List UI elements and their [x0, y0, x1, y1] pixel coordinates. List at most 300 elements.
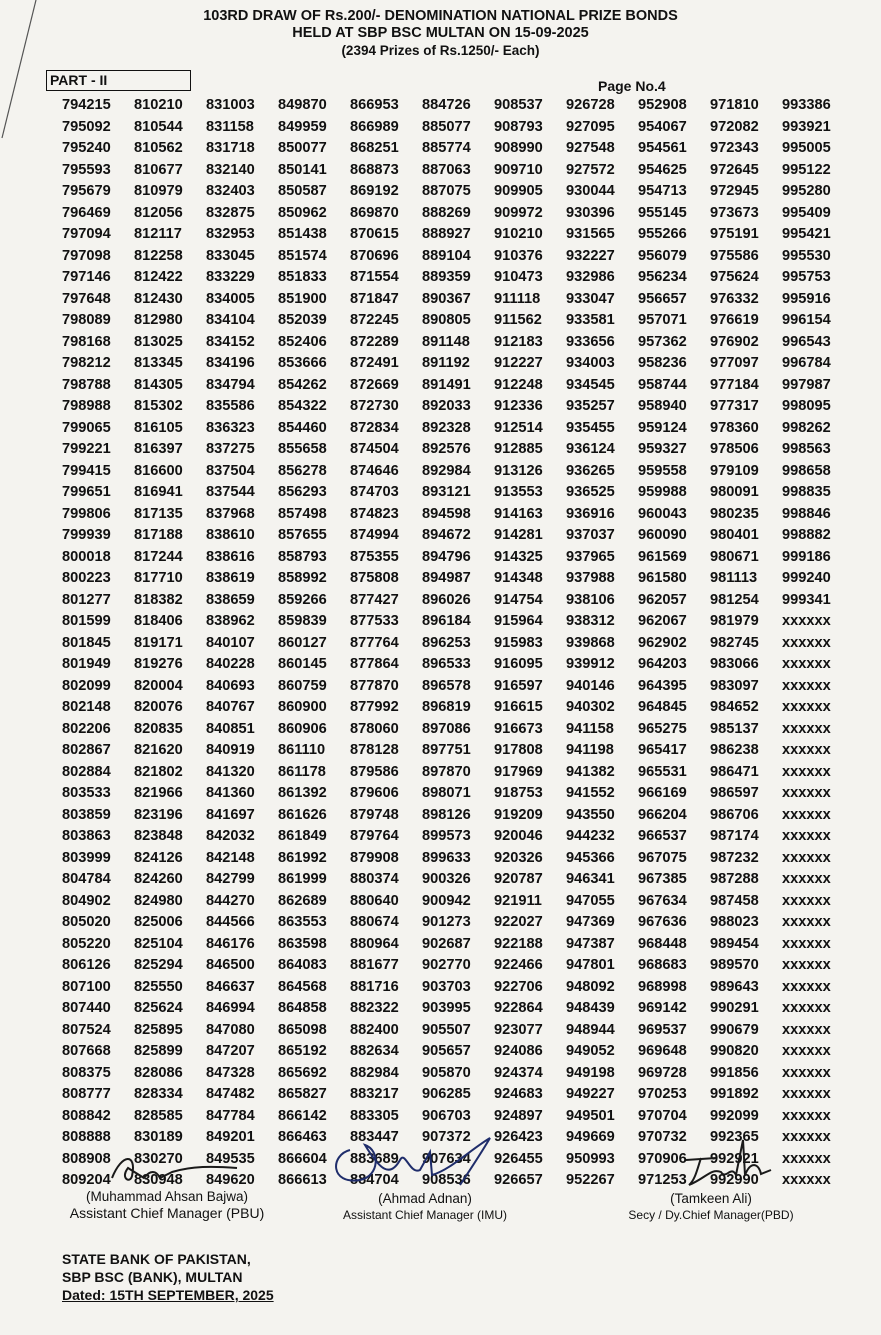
prize-bond-number: 970906	[638, 1150, 687, 1167]
prize-bond-number: 897751	[422, 742, 471, 758]
prize-bond-number: 809204	[62, 1172, 111, 1188]
prize-bond-number: 956234	[638, 269, 687, 285]
prize-bond-number: 856278	[278, 462, 327, 479]
prize-bond-number: 879908	[350, 849, 399, 866]
prize-bond-number: 948092	[566, 978, 615, 995]
prize-bond-number: 991856	[710, 1064, 759, 1081]
prize-bond-number: 802148	[62, 699, 111, 715]
prize-bond-number: 920326	[494, 849, 543, 866]
prize-bond-number: 996154	[782, 312, 831, 328]
prize-bond-number: 877864	[350, 656, 399, 672]
prize-bond-number: 927548	[566, 140, 615, 156]
prize-bond-number: 969537	[638, 1021, 687, 1038]
prize-bond-number: 998563	[782, 441, 831, 457]
prize-bond-number: 978360	[710, 419, 759, 436]
prize-bond-number: 902770	[422, 957, 471, 973]
prize-bond-number: 885774	[422, 140, 471, 156]
table-row	[62, 826, 854, 848]
prize-bond-number: 838616	[206, 548, 255, 565]
prize-bond-number: 882634	[350, 1043, 399, 1059]
prize-bond-number: 877533	[350, 613, 399, 629]
prize-bond-number: 884704	[350, 1172, 399, 1188]
prize-bond-number: 836323	[206, 419, 255, 436]
prize-bond-number: 936124	[566, 441, 615, 457]
table-row	[62, 912, 854, 934]
footer-branch: SBP BSC (BANK), MULTAN	[62, 1269, 243, 1285]
prize-bond-number: 842799	[206, 871, 255, 887]
prize-bond-number: 975586	[710, 247, 759, 264]
prize-bond-number: 866604	[278, 1150, 327, 1167]
signature-block-1	[52, 1148, 282, 1222]
prize-bond-number: 960043	[638, 505, 687, 522]
prize-bond-number: 916615	[494, 699, 543, 715]
prize-bond-number: 840919	[206, 742, 255, 758]
prize-bond-number: 865098	[278, 1021, 327, 1038]
prize-bond-number: 881716	[350, 978, 399, 995]
prize-bond-number: 968683	[638, 957, 687, 973]
prize-bond-number: 879748	[350, 806, 399, 823]
prize-bond-number: 872669	[350, 376, 399, 393]
prize-bond-number: 992365	[710, 1129, 759, 1145]
table-row	[62, 977, 854, 999]
prize-bond-number: 957071	[638, 312, 687, 328]
prize-bond-number: 948944	[566, 1021, 615, 1038]
prize-bond-number: 825899	[134, 1043, 183, 1059]
prize-bond-number: 850077	[278, 140, 327, 156]
prize-bond-number: 927572	[566, 161, 615, 178]
prize-bond-number: 983097	[710, 677, 759, 694]
prize-bond-number: 912248	[494, 376, 543, 393]
prize-bond-number: 995753	[782, 269, 831, 285]
prize-bond-number: 983066	[710, 656, 759, 672]
prize-bond-number: 838619	[206, 570, 255, 586]
prize-bond-number: 989454	[710, 935, 759, 952]
prize-bond-number: 909710	[494, 161, 543, 178]
prize-bond-number: 999240	[782, 570, 831, 586]
prize-bond-number: 885077	[422, 118, 471, 135]
prize-bond-number: 833229	[206, 269, 255, 285]
prize-bond-number: 965531	[638, 763, 687, 780]
prize-bond-number: 940302	[566, 699, 615, 715]
prize-bond-number: 894672	[422, 527, 471, 543]
prize-bond-number: 894598	[422, 505, 471, 522]
prize-bond-number: 824260	[134, 871, 183, 887]
prize-bond-number: xxxxxx	[782, 957, 831, 973]
prize-bond-number: 955145	[638, 204, 687, 221]
prize-bond-number: xxxxxx	[782, 677, 831, 694]
prize-bond-number: 897086	[422, 720, 471, 737]
prize-bond-number: 868251	[350, 140, 399, 156]
prize-bond-number: 957362	[638, 333, 687, 350]
prize-bond-number: 911562	[494, 312, 542, 328]
prize-bond-number: 851574	[278, 247, 327, 264]
prize-bond-number: 821620	[134, 742, 183, 758]
prize-bond-number: 802206	[62, 720, 111, 737]
prize-bond-number: 926423	[494, 1129, 543, 1145]
prize-bond-number: 837968	[206, 505, 255, 522]
prize-bond-number: 830270	[134, 1150, 183, 1167]
prize-bond-number: 880674	[350, 914, 399, 930]
prize-bond-number: 906703	[422, 1107, 471, 1124]
part-label: PART - II	[50, 72, 108, 88]
prize-bond-number: 987458	[710, 892, 759, 909]
prize-bond-number: 812117	[134, 226, 182, 242]
prize-bond-number: 887063	[422, 161, 471, 178]
prize-bond-number: 924683	[494, 1086, 543, 1102]
prize-bond-number: 900326	[422, 871, 471, 887]
table-row	[62, 633, 854, 655]
prize-bond-number: 817135	[134, 505, 183, 522]
prize-bond-number: 799415	[62, 462, 111, 479]
prize-bond-number: 891148	[422, 333, 470, 350]
prize-bond-number: 828086	[134, 1064, 183, 1081]
prize-bond-number: 896578	[422, 677, 471, 694]
prize-bond-number: 813025	[134, 333, 183, 350]
prize-bond-number: 972343	[710, 140, 759, 156]
prize-bond-number: 874504	[350, 441, 399, 457]
prize-bond-number: 979109	[710, 462, 759, 479]
prize-bond-number: 816105	[134, 419, 183, 436]
prize-bond-number: 866989	[350, 118, 399, 135]
prize-bond-number: 891192	[422, 355, 470, 371]
prize-bond-number: 901273	[422, 914, 471, 930]
prize-bond-number: 803859	[62, 806, 111, 823]
prize-bond-number: 841360	[206, 785, 255, 801]
prize-bond-number: 990820	[710, 1043, 759, 1059]
prize-bond-number: 795593	[62, 161, 111, 178]
prize-bond-number: 940146	[566, 677, 615, 694]
prize-bond-number: 851438	[278, 226, 327, 242]
prize-bond-number: 857655	[278, 527, 327, 543]
table-row	[62, 310, 854, 332]
prize-bond-number: xxxxxx	[782, 935, 831, 952]
prize-bond-number: 995916	[782, 290, 831, 307]
prize-bond-number: 906285	[422, 1086, 471, 1102]
prize-bond-number: xxxxxx	[782, 699, 831, 715]
prize-bond-number: 919209	[494, 806, 543, 823]
prize-bond-number: 966204	[638, 806, 687, 823]
prize-bond-number: 856293	[278, 484, 327, 500]
table-row	[62, 1106, 854, 1128]
prize-bond-number: 861999	[278, 871, 327, 887]
prize-bond-number: 803863	[62, 828, 111, 844]
prize-bond-number: 802867	[62, 742, 111, 758]
prize-bond-number: 812422	[134, 269, 183, 285]
prize-bond-number: 808777	[62, 1086, 111, 1102]
prize-bond-number: 916095	[494, 656, 543, 672]
prize-bond-number: 808842	[62, 1107, 111, 1124]
prize-bond-number: 870696	[350, 247, 399, 264]
prize-bond-number: 863553	[278, 914, 327, 930]
prize-bond-number: 955266	[638, 226, 687, 242]
prize-bond-number: 847784	[206, 1107, 255, 1124]
prize-bond-number: 825895	[134, 1021, 183, 1038]
table-row	[62, 482, 854, 504]
prize-bond-number: 972645	[710, 161, 759, 178]
prize-bond-number: 966169	[638, 785, 687, 801]
prize-bond-number: 879586	[350, 763, 399, 780]
prize-bond-number: 834104	[206, 312, 255, 328]
prize-bond-number: 922706	[494, 978, 543, 995]
table-row	[62, 396, 854, 418]
header-prize-info: (2394 Prizes of Rs.1250/- Each)	[341, 43, 540, 58]
prize-bond-number: 995421	[782, 226, 831, 242]
prize-bond-number: 835586	[206, 398, 255, 414]
prize-bond-number: 921911	[494, 892, 542, 909]
table-row	[62, 783, 854, 805]
prize-bond-number: 933581	[566, 312, 615, 328]
prize-bond-number: 819171	[134, 634, 183, 651]
prize-bond-number: 900942	[422, 892, 471, 909]
prize-bond-number: 937965	[566, 548, 615, 565]
prize-bond-number: 986706	[710, 806, 759, 823]
prize-bond-number: xxxxxx	[782, 1021, 831, 1038]
table-row	[62, 332, 854, 354]
prize-bond-number: 891491	[422, 376, 471, 393]
prize-bond-number: 949198	[566, 1064, 615, 1081]
prize-bond-number: 828334	[134, 1086, 183, 1102]
prize-bond-number: 823196	[134, 806, 183, 823]
prize-bond-number: 872289	[350, 333, 399, 350]
table-row	[62, 418, 854, 440]
prize-bond-number: 962902	[638, 634, 687, 651]
prize-bond-number: 927095	[566, 118, 615, 135]
prize-bond-number: 807668	[62, 1043, 111, 1059]
prize-bond-number: 949501	[566, 1107, 615, 1124]
prize-bond-number: 806126	[62, 957, 111, 973]
prize-bond-number: 877427	[350, 591, 399, 608]
prize-bond-number: 877992	[350, 699, 399, 715]
prize-bond-number: xxxxxx	[782, 1129, 831, 1145]
prize-bond-number: 880640	[350, 892, 399, 909]
table-row	[62, 138, 854, 160]
prize-bond-number: 879606	[350, 785, 399, 801]
prize-bond-number: 984652	[710, 699, 759, 715]
prize-bond-number: 816941	[134, 484, 183, 500]
signatory-3-title: Secy / Dy.Chief Manager(PBD)	[628, 1208, 794, 1222]
prize-bond-number: 846176	[206, 935, 255, 952]
prize-bond-number: 926455	[494, 1150, 543, 1167]
prize-bond-number: 882984	[350, 1064, 399, 1081]
prize-bond-number: 976619	[710, 312, 759, 328]
prize-bond-number: xxxxxx	[782, 1043, 831, 1059]
prize-bond-number: 941552	[566, 785, 615, 801]
prize-bond-number: 860127	[278, 634, 327, 651]
prize-bond-number: 894796	[422, 548, 471, 565]
prize-bond-number: xxxxxx	[782, 1086, 831, 1102]
prize-bond-number: 882322	[350, 1000, 399, 1016]
prize-bond-number: 828585	[134, 1107, 183, 1124]
prize-bond-number: 939912	[566, 656, 615, 672]
prize-bond-number: 981979	[710, 613, 759, 629]
prize-bond-number: 912227	[494, 355, 543, 371]
prize-bond-number: 832953	[206, 226, 255, 242]
prize-bond-number: 956079	[638, 247, 687, 264]
prize-bond-number: 878128	[350, 742, 399, 758]
prize-bond-number: 890367	[422, 290, 471, 307]
prize-bond-number: 992099	[710, 1107, 759, 1124]
prize-bond-number: 797146	[62, 269, 111, 285]
prize-bond-number: 905507	[422, 1021, 471, 1038]
prize-bond-number: 912336	[494, 398, 543, 414]
prize-bond-number: 844566	[206, 914, 255, 930]
prize-bond-number: 860906	[278, 720, 327, 737]
prize-bond-number: 837544	[206, 484, 255, 500]
prize-bond-number: xxxxxx	[782, 806, 831, 823]
prize-bond-number: 977184	[710, 376, 759, 393]
prize-bond-number: 967075	[638, 849, 687, 866]
prize-bond-number: 998835	[782, 484, 831, 500]
prize-bond-number: 944232	[566, 828, 615, 844]
prize-bond-number: 938106	[566, 591, 615, 608]
table-row	[62, 611, 854, 633]
prize-bond-number: 913553	[494, 484, 543, 500]
prize-bond-number: 825550	[134, 978, 183, 995]
prize-bond-number: 799939	[62, 527, 111, 543]
prize-bond-number: 825624	[134, 1000, 183, 1016]
table-row	[62, 504, 854, 526]
prize-bond-number: 858793	[278, 548, 327, 565]
prize-number-table	[62, 95, 854, 1192]
prize-bond-number: 995280	[782, 183, 831, 199]
prize-bond-number: 999341	[782, 591, 831, 608]
signature-2-mark	[320, 1130, 530, 1190]
prize-bond-number: 870615	[350, 226, 399, 242]
prize-bond-number: 861392	[278, 785, 327, 801]
prize-bond-number: 980235	[710, 505, 759, 522]
prize-bond-number: 970704	[638, 1107, 687, 1124]
prize-bond-number: 798788	[62, 376, 111, 393]
prize-bond-number: 810544	[134, 118, 183, 135]
prize-bond-number: 967636	[638, 914, 687, 930]
prize-bond-number: 819276	[134, 656, 183, 672]
prize-bond-number: 949052	[566, 1043, 615, 1059]
prize-bond-number: xxxxxx	[782, 613, 831, 629]
prize-bond-number: 847207	[206, 1043, 255, 1059]
table-row	[62, 1084, 854, 1106]
prize-bond-number: 871847	[350, 290, 399, 307]
prize-bond-number: 875355	[350, 548, 399, 565]
prize-bond-number: xxxxxx	[782, 742, 831, 758]
prize-bond-number: 831718	[206, 140, 255, 156]
prize-bond-number: 894987	[422, 570, 471, 586]
prize-bond-number: 972945	[710, 183, 759, 199]
prize-bond-number: 954713	[638, 183, 687, 199]
prize-bond-number: 814305	[134, 376, 183, 393]
table-row	[62, 439, 854, 461]
prize-bond-number: 798988	[62, 398, 111, 414]
prize-bond-number: 831158	[206, 118, 254, 135]
prize-bond-number: 922188	[494, 935, 543, 952]
prize-bond-number: 878060	[350, 720, 399, 737]
prize-bond-number: 934003	[566, 355, 615, 371]
prize-bond-number: 851900	[278, 290, 327, 307]
prize-bond-number: 877870	[350, 677, 399, 694]
prize-bond-number: 817188	[134, 527, 183, 543]
prize-bond-number: 883689	[350, 1150, 399, 1167]
prize-bond-number: 995005	[782, 140, 831, 156]
prize-bond-number: 937037	[566, 527, 615, 543]
prize-bond-number: 915983	[494, 634, 543, 651]
prize-bond-number: 892033	[422, 398, 471, 414]
prize-bond-number: 896819	[422, 699, 471, 715]
prize-bond-number: 798089	[62, 312, 111, 328]
prize-bond-number: 967634	[638, 892, 687, 909]
prize-bond-number: 991892	[710, 1086, 759, 1102]
prize-bond-number: 850587	[278, 183, 327, 199]
prize-bond-number: 846637	[206, 978, 255, 995]
prize-bond-number: 795679	[62, 183, 111, 199]
prize-bond-number: 917808	[494, 742, 543, 758]
prize-bond-number: 840851	[206, 720, 255, 737]
prize-bond-number: 818382	[134, 591, 183, 608]
prize-bond-number: 938312	[566, 613, 615, 629]
prize-bond-number: 936265	[566, 462, 615, 479]
prize-bond-number: 893121	[422, 484, 471, 500]
prize-bond-number: 849201	[206, 1129, 255, 1145]
prize-bond-number: 945366	[566, 849, 615, 866]
prize-bond-number: xxxxxx	[782, 1064, 831, 1081]
prize-bond-number: 807440	[62, 1000, 111, 1016]
prize-bond-number: 810677	[134, 161, 183, 178]
prize-bond-number: 812056	[134, 204, 183, 221]
prize-bond-number: 975191	[710, 226, 759, 242]
prize-bond-number: 882400	[350, 1021, 399, 1038]
prize-bond-number: 872245	[350, 312, 399, 328]
prize-bond-number: 847482	[206, 1086, 255, 1102]
prize-bond-number: 820004	[134, 677, 183, 694]
footer-date: Dated: 15TH SEPTEMBER, 2025	[62, 1287, 274, 1303]
signature-block-2	[310, 1130, 540, 1224]
prize-bond-number: 874646	[350, 462, 399, 479]
prize-bond-number: 993386	[782, 97, 831, 113]
prize-bond-number: 896184	[422, 613, 471, 629]
prize-bond-number: 971810	[710, 97, 759, 113]
prize-bond-number: 990679	[710, 1021, 759, 1038]
table-row	[62, 181, 854, 203]
prize-bond-number: 959124	[638, 419, 687, 436]
prize-bond-number: 909972	[494, 204, 543, 221]
prize-bond-number: 880964	[350, 935, 399, 952]
prize-bond-number: 980401	[710, 527, 759, 543]
prize-bond-number: 959558	[638, 462, 687, 479]
prize-bond-number: 931565	[566, 226, 615, 242]
prize-bond-number: 916673	[494, 720, 543, 737]
prize-bond-number: 926657	[494, 1172, 543, 1188]
prize-bond-number: 808908	[62, 1150, 111, 1167]
prize-bond-number: 794215	[62, 97, 111, 113]
prize-bond-number: 988023	[710, 914, 759, 930]
prize-bond-number: 949227	[566, 1086, 615, 1102]
prize-bond-number: 880374	[350, 871, 399, 887]
prize-bond-number: 941158	[566, 720, 614, 737]
table-row	[62, 998, 854, 1020]
prize-bond-number: 958236	[638, 355, 687, 371]
prize-bond-number: 989643	[710, 978, 759, 995]
prize-bond-number: 861110	[278, 742, 326, 758]
prize-bond-number: 982745	[710, 634, 759, 651]
prize-bond-number: 950993	[566, 1150, 615, 1167]
header-title: 103RD DRAW OF Rs.200/- DENOMINATION NATIONAL PRIZE BONDS	[203, 8, 678, 24]
prize-bond-number: 801277	[62, 591, 111, 608]
prize-bond-number: 799065	[62, 419, 111, 436]
table-row	[62, 568, 854, 590]
prize-bond-number: 930396	[566, 204, 615, 221]
prize-bond-number: xxxxxx	[782, 849, 831, 866]
table-row	[62, 267, 854, 289]
prize-bond-number: 866142	[278, 1107, 327, 1124]
prize-bond-number: 908990	[494, 140, 543, 156]
